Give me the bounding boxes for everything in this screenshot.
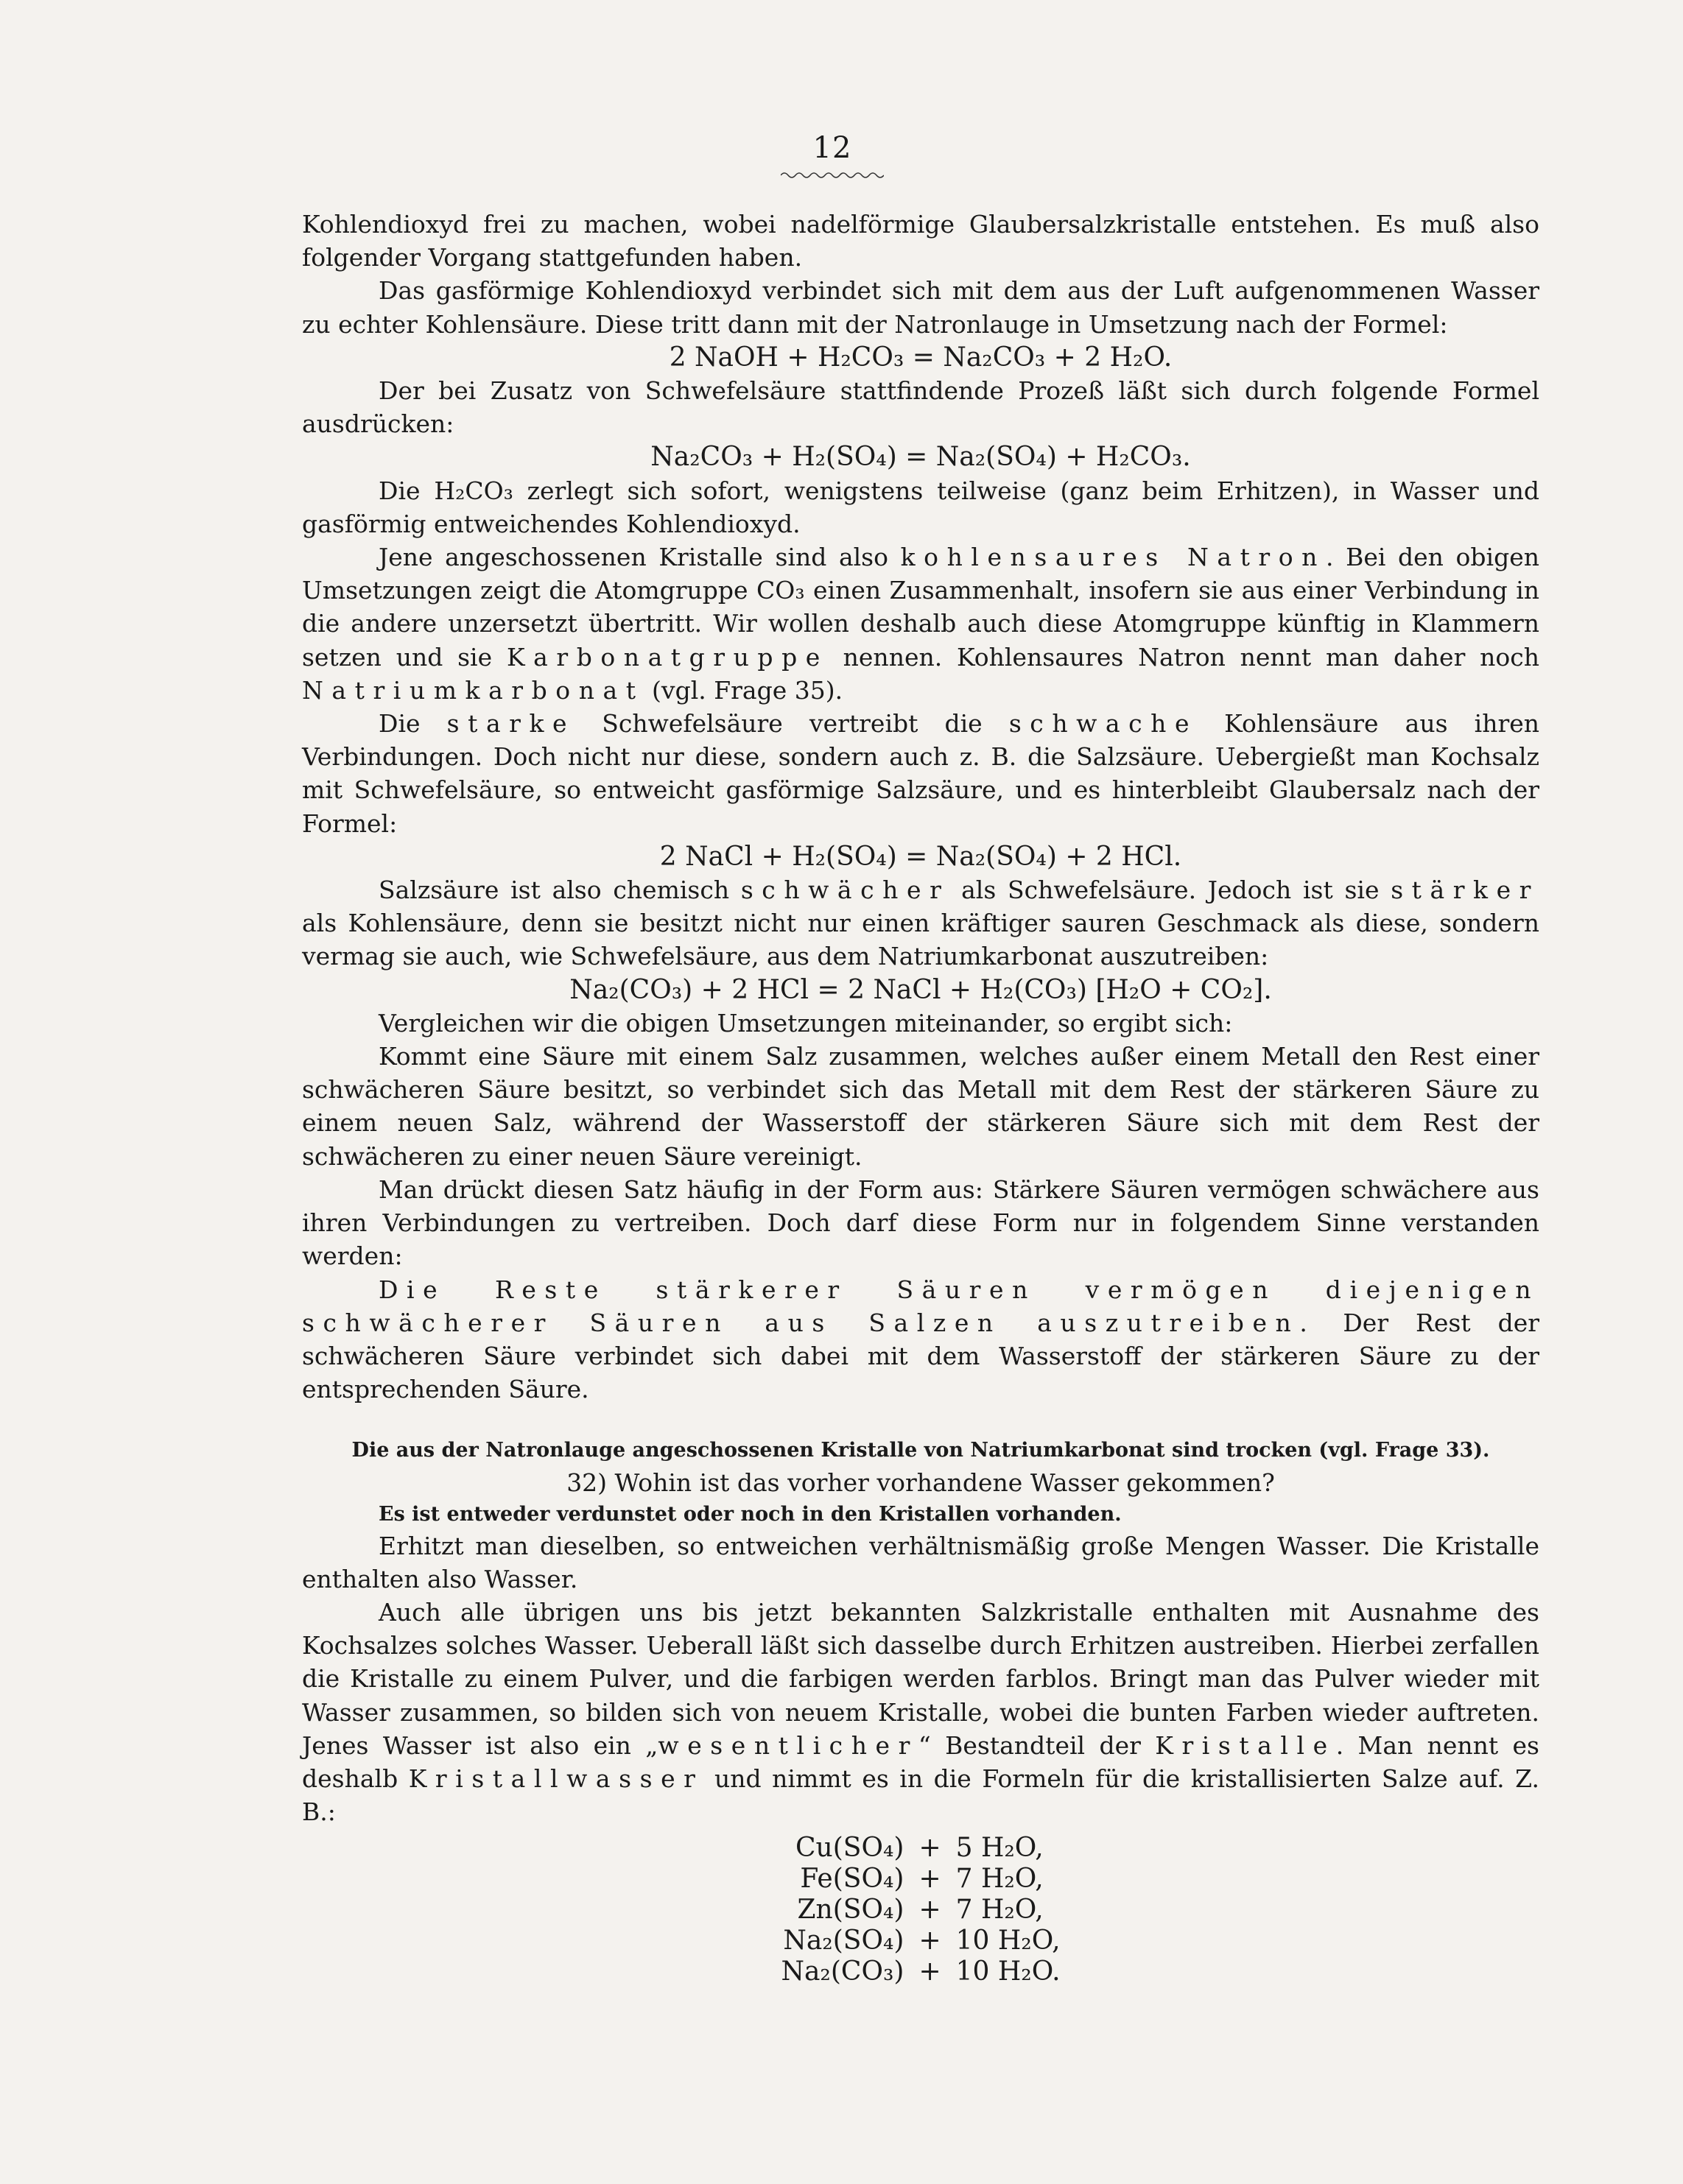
body-text bbox=[302, 208, 1539, 1987]
spaced-emphasis: schwächer bbox=[740, 876, 950, 905]
paragraph: Die starke Schwefelsäure vertreibt die schwache Kohlensäure aus ihren Verbindungen. Doch nicht nur diese, sondern auch z. B. die Salzsäure. Uebergießt man Kochsalz mit Schwefelsäure, so entweicht gasförmige Salzsäure, und es hinterbleibt Glaubersalz nach der Formel: bbox=[302, 709, 1540, 838]
equation: Na₂(CO₃) + 2 HCl = 2 NaCl + H₂(CO₃) [H₂O + CO₂]. bbox=[569, 974, 1272, 1005]
spaced-emphasis: schwache bbox=[1008, 709, 1198, 739]
equation: 2 NaCl + H₂(SO₄) = Na₂(SO₄) + 2 HCl. bbox=[659, 841, 1182, 872]
paragraph: Auch alle übrigen uns bis jetzt bekannten Salzkristalle enthalten mit Ausnahme des Kochsalzes solches Wasser. Ueberall läßt sich dasselbe durch Erhitzen austreiben. Hierbei zerfallen die Kristalle zu einem Pulver, und die farbigen werden farblos. Bringt man das Pulver wieder mit Wasser zusammen, so bilden sich von neuem Kristalle, wobei die bunten Farben wieder auftreten. Jenes Wasser ist also ein „wesentlicher“ Bestandteil der Kristalle. Man nennt es deshalb Kristallwasser und nimmt es in die Formeln für die kristallisierten Salze auf. Z. B.: bbox=[302, 1597, 1539, 1827]
answer-text: Es ist entweder verdunstet oder noch in den Kristallen vorhanden. bbox=[379, 1502, 1122, 1526]
paragraph: Salzsäure ist also chemisch schwächer als Schwefelsäure. Jedoch ist sie stärker als Kohlensäure, denn sie besitzt nicht nur einen kräftiger sauren Geschmack als diese, sondern vermag sie auch, wie Schwefelsäure, aus dem Natriumkarbonat auszutreiben: bbox=[302, 876, 1539, 971]
section-note: Die aus der Natronlauge angeschossenen Kristalle von Natriumkarbonat sind trocken (vgl. Frage 33). bbox=[351, 1439, 1490, 1462]
spaced-emphasis: stärker bbox=[1391, 876, 1539, 905]
equation: Na₂CO₃ + H₂(SO₄) = Na₂(SO₄) + H₂CO₃. bbox=[650, 442, 1191, 473]
hydrate-formula-list bbox=[302, 1833, 1539, 1987]
paragraph: Kommt eine Säure mit einem Salz zusammen, welches außer einem Metall den Rest einer schwächeren Säure besitzt, so verbindet sich das Metall mit dem Rest der stärkeren Säure zu einem neuen Salz, während der Wasserstoff der stärkeren Säure sich mit dem Rest der schwächeren zu einer neuen Säure vereinigt. bbox=[302, 1042, 1539, 1171]
hydrate-row: Na₂(CO₃) + 10 H₂O. bbox=[781, 1956, 1061, 1987]
spaced-emphasis: Karbonatgruppe bbox=[506, 642, 829, 672]
paragraph: Der bei Zusatz von Schwefelsäure stattfindende Prozeß läßt sich durch folgende Formel ausdrücken: bbox=[302, 376, 1539, 439]
spaced-emphasis: Kristalle bbox=[1155, 1730, 1336, 1760]
hydrate-row: Na₂(SO₄) + 10 H₂O, bbox=[783, 1926, 1061, 1956]
paragraph: Die Reste stärkerer Säuren vermögen diejenigen schwächerer Säuren aus Salzen auszutreiben. Der Rest der schwächeren Säure verbindet sich dabei mit dem Wasserstoff der stärkeren Säure zu der entsprechenden Säure. bbox=[302, 1275, 1539, 1404]
paragraph: Man drückt diesen Satz häufig in der Form aus: Stärkere Säuren vermögen schwächere aus ihren Verbindungen zu vertreiben. Doch darf diese Form nur in folgendem Sinne verstanden werden: bbox=[302, 1174, 1539, 1271]
spaced-emphasis: Kristallwasser bbox=[408, 1764, 704, 1793]
formula-inline: H₂CO₃ bbox=[434, 476, 513, 505]
hydrate-row: Zn(SO₄) + 7 H₂O, bbox=[797, 1895, 1044, 1926]
section-gap bbox=[302, 1406, 1539, 1435]
spaced-emphasis: Natriumkarbonat bbox=[302, 675, 644, 705]
spaced-emphasis: Die Reste stärkerer Säuren vermögen diejenigen schwächerer Säuren aus Salzen auszutreiben. bbox=[302, 1275, 1539, 1337]
page-number: 12 bbox=[812, 131, 852, 165]
paragraph: Das gasförmige Kohlendioxyd verbindet sich mit dem aus der Luft aufgenommenen Wasser zu echter Kohlensäure. Diese tritt dann mit der Natronlauge in Umsetzung nach der Formel: bbox=[302, 276, 1539, 339]
hydrate-row: Fe(SO₄) + 7 H₂O, bbox=[800, 1864, 1044, 1895]
paragraph: Die H₂CO₃ zerlegt sich sofort, wenigstens teilweise (ganz beim Erhitzen), in Wasser und gasförmig entweichendes Kohlendioxyd. bbox=[302, 476, 1539, 538]
paragraph: Jene angeschossenen Kristalle sind also kohlensaures Natron. Bei den obigen Umsetzungen zeigt die Atomgruppe CO₃ einen Zusammenhalt, insofern sie aus einer Verbindung in die andere unzersetzt übertritt. Wir wollen deshalb auch diese Atomgruppe künftig in Klammern setzen und sie Karbonatgruppe nennen. Kohlensaures Natron nennt man daher noch Natriumkarbonat (vgl. Frage 35). bbox=[302, 543, 1540, 705]
spaced-emphasis: starke bbox=[446, 709, 576, 739]
wavy-ornament bbox=[781, 171, 884, 180]
spaced-emphasis: wesentlicher bbox=[658, 1730, 918, 1760]
equation: 2 NaOH + H₂CO₃ = Na₂CO₃ + 2 H₂O. bbox=[669, 342, 1173, 373]
paragraph: Erhitzt man dieselben, so entweichen verhältnismäßig große Mengen Wasser. Die Kristalle enthalten also Wasser. bbox=[302, 1531, 1539, 1593]
question-heading: 32) Wohin ist das vorher vorhandene Wasser gekommen? bbox=[566, 1468, 1275, 1498]
paragraph: Kohlendioxyd frei zu machen, wobei nadelförmige Glaubersalzkristalle entstehen. Es muß also folgender Vorgang stattgefunden haben. bbox=[302, 210, 1539, 272]
hydrate-table bbox=[776, 1833, 1064, 1987]
paragraph: Vergleichen wir die obigen Umsetzungen miteinander, so ergibt sich: bbox=[379, 1008, 1233, 1038]
spaced-emphasis: kohlensaures Natron bbox=[900, 543, 1326, 572]
hydrate-row: Cu(SO₄) + 5 H₂O, bbox=[795, 1833, 1044, 1864]
formula-inline: CO₃ bbox=[756, 576, 805, 605]
